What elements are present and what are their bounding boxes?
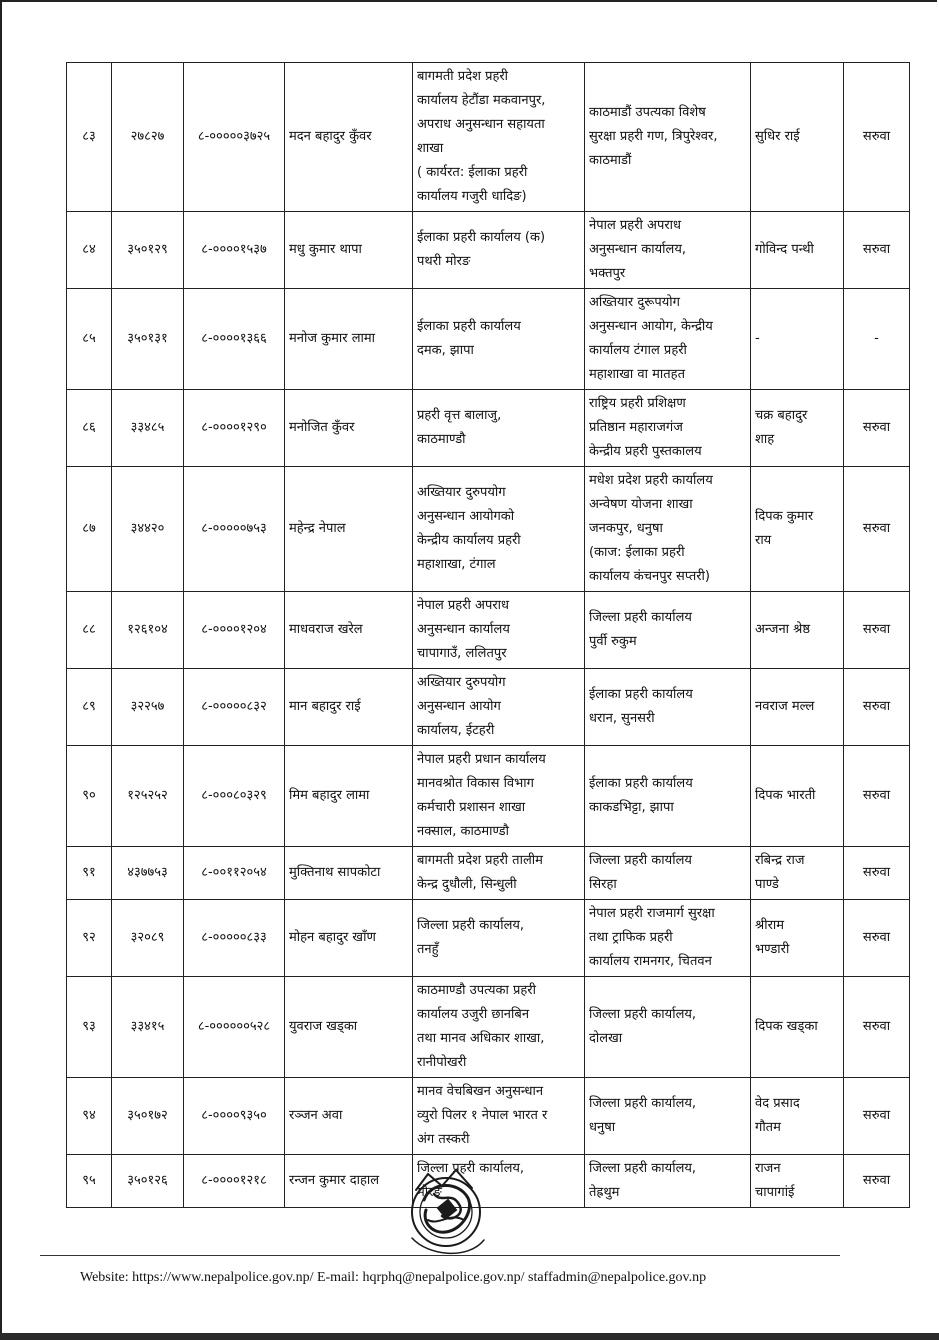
action-type: सरुवा (844, 977, 910, 1078)
replacement-name-line: वेद प्रसाद (755, 1096, 800, 1111)
new-office (585, 900, 751, 977)
replacement-name-line: दिपक कुमार (755, 509, 814, 524)
new-office (585, 1078, 751, 1155)
replacement-name (751, 1155, 844, 1208)
replacement-name-line: शाह (755, 432, 775, 447)
new-office-line: जनकपुर, धनुषा (589, 521, 663, 536)
action-type: सरुवा (844, 746, 910, 847)
new-office-line: ईलाका प्रहरी कार्यालय (589, 687, 693, 702)
personnel-number: १२६१०४ (112, 592, 184, 669)
table-row (67, 289, 910, 390)
personnel-number: ३३४१५ (112, 977, 184, 1078)
table-row (67, 592, 910, 669)
current-office-line: कर्मचारी प्रशासन शाखा (417, 800, 526, 815)
replacement-name (751, 592, 844, 669)
current-office-line: ( कार्यरत: ईलाका प्रहरी (417, 165, 528, 180)
new-office-line: राष्ट्रिय प्रहरी प्रशिक्षण (589, 396, 686, 411)
current-office-line: ईलाका प्रहरी कार्यालय (क) (417, 230, 546, 245)
replacement-name-line: भण्डारी (755, 942, 790, 957)
employee-id: ८-००००१३६६ (184, 289, 285, 390)
employee-id: ८-००११२०५४ (184, 847, 285, 900)
current-office-line: अनुसन्धान आयोग (417, 699, 501, 714)
current-office-line: दमक, झापा (417, 343, 474, 358)
new-office-line: केन्द्रीय प्रहरी पुस्तकालय (589, 444, 702, 459)
serial-number: ८७ (67, 467, 112, 592)
personnel-number: ३३४८५ (112, 390, 184, 467)
table-row (67, 63, 910, 212)
new-office (585, 467, 751, 592)
new-office-line: प्रतिष्ठान महाराजगंज (589, 420, 683, 435)
current-office-line: मानवश्रोत विकास विभाग (417, 776, 534, 791)
new-office (585, 669, 751, 746)
serial-number: ८६ (67, 390, 112, 467)
new-office (585, 592, 751, 669)
replacement-name-line: श्रीराम (755, 918, 785, 933)
footer-rule (40, 1255, 840, 1256)
action-type: सरुवा (844, 669, 910, 746)
table-body (67, 63, 910, 1208)
table-row (67, 900, 910, 977)
replacement-name (751, 63, 844, 212)
new-office-line: ईलाका प्रहरी कार्यालय (589, 776, 693, 791)
current-office-line: महाशाखा, टंगाल (417, 557, 496, 572)
new-office-line: अनुसन्धान आयोग, केन्द्रीय (589, 319, 713, 334)
new-office (585, 1155, 751, 1208)
new-office (585, 289, 751, 390)
serial-number: ८५ (67, 289, 112, 390)
replacement-name (751, 390, 844, 467)
current-office (413, 669, 585, 746)
new-office-line: नेपाल प्रहरी अपराध (589, 218, 682, 233)
employee-id: ८-०००८०३२९ (184, 746, 285, 847)
page-bottom-edge (0, 1333, 939, 1340)
replacement-name (751, 467, 844, 592)
table-row (67, 977, 910, 1078)
replacement-name (751, 746, 844, 847)
replacement-name-line: सुधिर राई (755, 129, 800, 144)
new-office-line: धरान, सुनसरी (589, 711, 655, 726)
action-type: सरुवा (844, 1078, 910, 1155)
official-seal-icon (398, 1160, 494, 1266)
table-row (67, 746, 910, 847)
current-office (413, 592, 585, 669)
serial-number: ९१ (67, 847, 112, 900)
replacement-name (751, 1078, 844, 1155)
personnel-number: ३२०८९ (112, 900, 184, 977)
current-office-line: चापागाउँ, ललितपुर (417, 646, 507, 661)
new-office-line: अनुसन्धान कार्यालय, (589, 242, 686, 257)
replacement-name (751, 847, 844, 900)
new-office-line: सिरहा (589, 877, 617, 892)
employee-name: रञ्जन अवा (285, 1078, 413, 1155)
current-office-line: बागमती प्रदेश प्रहरी (417, 69, 509, 84)
replacement-name-line: - (755, 331, 760, 346)
current-office-line: नेपाल प्रहरी प्रधान कार्यालय (417, 752, 546, 767)
table-row (67, 669, 910, 746)
new-office-line: अन्वेषण योजना शाखा (589, 497, 693, 512)
new-office-line: तेह्रथुम (589, 1185, 620, 1200)
current-office-line: शाखा (417, 141, 444, 156)
replacement-name (751, 977, 844, 1078)
new-office (585, 746, 751, 847)
table-row (67, 1078, 910, 1155)
replacement-name-line: राय (755, 533, 772, 548)
new-office-line: कार्यालय कंचनपुर सप्तरी) (589, 569, 710, 584)
employee-name: मिम बहादुर लामा (285, 746, 413, 847)
replacement-name-line: दिपक भारती (755, 788, 816, 803)
current-office-line: मोरङ (417, 1185, 442, 1200)
personnel-number: ३५०१७२ (112, 1078, 184, 1155)
action-type: सरुवा (844, 467, 910, 592)
employee-id: ८-००००१२०४ (184, 592, 285, 669)
new-office-line: तथा ट्राफिक प्रहरी (589, 930, 673, 945)
replacement-name (751, 669, 844, 746)
replacement-name (751, 212, 844, 289)
replacement-name-line: रबिन्द्र राज (755, 853, 805, 868)
current-office (413, 390, 585, 467)
employee-name: मधु कुमार थापा (285, 212, 413, 289)
action-type: सरुवा (844, 63, 910, 212)
current-office-line: तथा मानव अधिकार शाखा, (417, 1031, 545, 1046)
employee-id: ८-०००००७५३ (184, 467, 285, 592)
current-office (413, 977, 585, 1078)
current-office-line: जिल्ला प्रहरी कार्यालय, (417, 918, 525, 933)
new-office-line: जिल्ला प्रहरी कार्यालय (589, 853, 692, 868)
action-type: सरुवा (844, 847, 910, 900)
replacement-name-line: गौतम (755, 1120, 781, 1135)
new-office-line: कार्यालय टंगाल प्रहरी (589, 343, 687, 358)
replacement-name (751, 289, 844, 390)
current-office-line: अनुसन्धान कार्यालय (417, 622, 510, 637)
replacement-name-line: चक्र बहादुर (755, 408, 808, 423)
new-office (585, 847, 751, 900)
new-office-line: काठमाडौं उपत्यका विशेष (589, 105, 706, 120)
personnel-number: ३५०१३१ (112, 289, 184, 390)
personnel-number: १२५२५२ (112, 746, 184, 847)
current-office-line: अपराध अनुसन्धान सहायता (417, 117, 545, 132)
serial-number: ८८ (67, 592, 112, 669)
new-office-line: महाशाखा वा मातहत (589, 367, 685, 382)
current-office-line: कार्यालय उजुरी छानबिन (417, 1007, 530, 1022)
new-office-line: नेपाल प्रहरी राजमार्ग सुरक्षा (589, 906, 715, 921)
replacement-name-line: राजन (755, 1161, 781, 1176)
employee-name: महेन्द्र नेपाल (285, 467, 413, 592)
current-office-line: केन्द्र दुधौली, सिन्धुली (417, 877, 517, 892)
current-office (413, 1078, 585, 1155)
new-office-line: अख्तियार दुरूपयोग (589, 295, 680, 310)
current-office-line: केन्द्रीय कार्यालय प्रहरी (417, 533, 521, 548)
current-office-line: अख्तियार दुरुपयोग (417, 675, 506, 690)
replacement-name-line: चापागांई (755, 1185, 795, 1200)
employee-name: माधवराज खरेल (285, 592, 413, 669)
employee-id: ८-००००९३५० (184, 1078, 285, 1155)
current-office-line: मानव वेचबिखन अनुसन्धान (417, 1084, 544, 1099)
employee-name: मदन बहादुर कुँवर (285, 63, 413, 212)
current-office-line: बागमती प्रदेश प्रहरी तालीम (417, 853, 543, 868)
serial-number: ९५ (67, 1155, 112, 1208)
current-office-line: काठमाण्डौ (417, 432, 466, 447)
current-office-line: जिल्ला प्रहरी कार्यालय, (417, 1161, 525, 1176)
current-office-line: कार्यालय, ईटहरी (417, 723, 495, 738)
replacement-name-line: पाण्डे (755, 877, 779, 892)
personnel-number: ४३७७५३ (112, 847, 184, 900)
employee-id: ८-०००००३७२५ (184, 63, 285, 212)
new-office (585, 390, 751, 467)
employee-id: ८-०००००८३३ (184, 900, 285, 977)
transfer-table (66, 62, 910, 1208)
current-office (413, 289, 585, 390)
current-office-line: अख्तियार दुरुपयोग (417, 485, 506, 500)
footer-contact: Website: https://www.nepalpolice.gov.np/ E-mail: hqrphq@nepalpolice.gov.np/ staffadmin@nepalpolice.gov.np (80, 1270, 707, 1285)
employee-name: मान बहादुर राई (285, 669, 413, 746)
serial-number: ८३ (67, 63, 112, 212)
current-office-line: प्रहरी वृत्त बालाजु, (417, 408, 502, 423)
personnel-number: ३५०१२९ (112, 212, 184, 289)
action-type: सरुवा (844, 900, 910, 977)
personnel-number: २७८२७ (112, 63, 184, 212)
employee-id: ८-००००१५३७ (184, 212, 285, 289)
new-office-line: कार्यालय रामनगर, चितवन (589, 954, 712, 969)
current-office-line: तनहुँ (417, 942, 439, 957)
employee-id: ८-००००१२९० (184, 390, 285, 467)
employee-id: ८-००००१२१८ (184, 1155, 285, 1208)
new-office-line: भक्तपुर (589, 266, 626, 281)
action-type: सरुवा (844, 390, 910, 467)
new-office-line: काकडभिट्टा, झापा (589, 800, 674, 815)
personnel-number: ३४४२० (112, 467, 184, 592)
employee-name: मुक्तिनाथ सापकोटा (285, 847, 413, 900)
new-office-line: मधेश प्रदेश प्रहरी कार्यालय (589, 473, 713, 488)
table-row (67, 467, 910, 592)
current-office (413, 900, 585, 977)
table-row (67, 390, 910, 467)
employee-id: ८-००००००५२८ (184, 977, 285, 1078)
current-office-line: नेपाल प्रहरी अपराध (417, 598, 510, 613)
current-office (413, 212, 585, 289)
serial-number: ८९ (67, 669, 112, 746)
new-office-line: काठमाडौं (589, 153, 632, 168)
new-office-line: दोलखा (589, 1031, 623, 1046)
current-office-line: पथरी मोरङ (417, 254, 471, 269)
new-office (585, 212, 751, 289)
current-office (413, 63, 585, 212)
new-office-line: जिल्ला प्रहरी कार्यालय (589, 610, 692, 625)
action-type: सरुवा (844, 212, 910, 289)
serial-number: ९४ (67, 1078, 112, 1155)
serial-number: ९३ (67, 977, 112, 1078)
new-office (585, 977, 751, 1078)
employee-name: युवराज खड्का (285, 977, 413, 1078)
employee-id: ८-०००००८३२ (184, 669, 285, 746)
personnel-number: ३५०१२६ (112, 1155, 184, 1208)
action-type: सरुवा (844, 592, 910, 669)
action-type: सरुवा (844, 1155, 910, 1208)
personnel-number: ३२२५७ (112, 669, 184, 746)
serial-number: ९० (67, 746, 112, 847)
table-row (67, 847, 910, 900)
serial-number: ९२ (67, 900, 112, 977)
current-office-line: कार्यालय हेटौंडा मकवानपुर, (417, 93, 546, 108)
employee-name: मोहन बहादुर खाँण (285, 900, 413, 977)
replacement-name-line: गोविन्द पन्थी (755, 242, 814, 257)
current-office-line: रानीपोखरी (417, 1055, 467, 1070)
current-office-line: व्युरो पिलर १ नेपाल भारत र (417, 1108, 548, 1123)
employee-name: मनोजित कुँवर (285, 390, 413, 467)
current-office (413, 746, 585, 847)
new-office-line: जिल्ला प्रहरी कार्यालय, (589, 1007, 697, 1022)
new-office-line: (काज: ईलाका प्रहरी (589, 545, 685, 560)
new-office-line: धनुषा (589, 1120, 616, 1135)
table-row (67, 212, 910, 289)
action-type: - (844, 289, 910, 390)
replacement-name-line: दिपक खड्का (755, 1019, 818, 1034)
current-office-line: अनुसन्धान आयोगको (417, 509, 515, 524)
employee-name: रन्जन कुमार दाहाल (285, 1155, 413, 1208)
replacement-name-line: नवराज मल्ल (755, 699, 815, 714)
current-office-line: अंग तस्करी (417, 1132, 470, 1147)
replacement-name-line: अन्जना श्रेष्ठ (755, 622, 811, 637)
new-office-line: पुर्वी रुकुम (589, 634, 637, 649)
current-office-line: काठमाण्डौ उपत्यका प्रहरी (417, 983, 536, 998)
new-office-line: सुरक्षा प्रहरी गण, त्रिपुरेश्वर, (589, 129, 718, 144)
current-office-line: ईलाका प्रहरी कार्यालय (417, 319, 521, 334)
new-office-line: जिल्ला प्रहरी कार्यालय, (589, 1161, 697, 1176)
current-office-line: नक्साल, काठमाण्डौ (417, 824, 509, 839)
current-office-line: कार्यालय गजुरी धादिङ) (417, 189, 527, 204)
replacement-name (751, 900, 844, 977)
new-office (585, 63, 751, 212)
new-office-line: जिल्ला प्रहरी कार्यालय, (589, 1096, 697, 1111)
serial-number: ८४ (67, 212, 112, 289)
current-office (413, 467, 585, 592)
employee-name: मनोज कुमार लामा (285, 289, 413, 390)
current-office (413, 847, 585, 900)
